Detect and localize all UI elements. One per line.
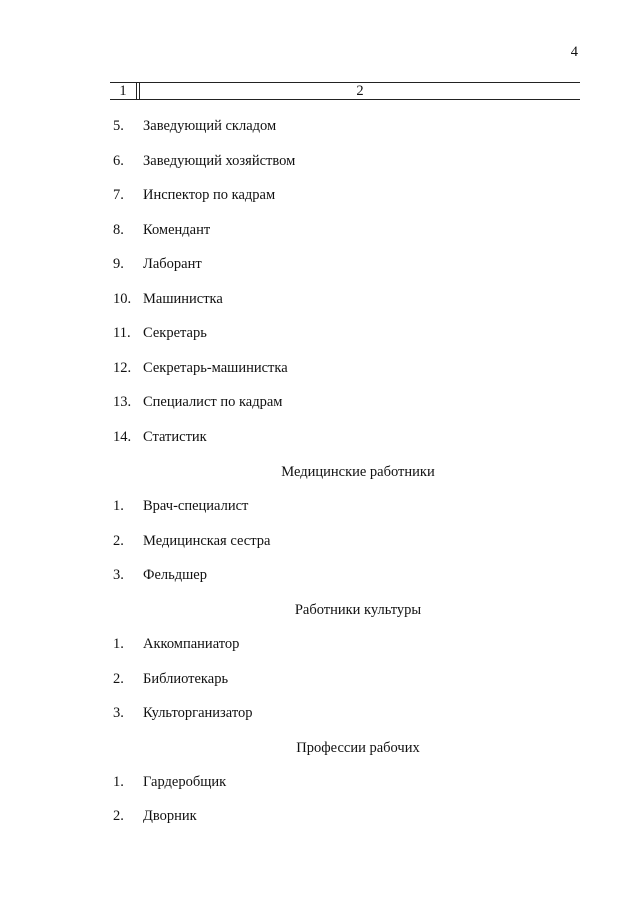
item-number: 1. — [113, 636, 124, 652]
item-number: 9. — [113, 256, 124, 272]
item-text: Лаборант — [143, 256, 202, 272]
item-number: 2. — [113, 671, 124, 687]
item-text: Дворник — [143, 808, 197, 824]
list-item — [113, 531, 270, 551]
section-heading-medical: Медицинские работники — [281, 464, 435, 480]
item-number: 5. — [113, 118, 124, 134]
list-item — [113, 772, 226, 792]
list-item — [113, 496, 248, 516]
item-number: 3. — [113, 567, 124, 583]
table-header-col2: 2 — [356, 83, 364, 99]
item-number: 1. — [113, 498, 124, 514]
list-item — [113, 289, 223, 309]
item-number: 14. — [113, 429, 132, 445]
item-number: 7. — [113, 187, 124, 203]
list-item — [113, 116, 276, 136]
item-number: 2. — [113, 808, 124, 824]
page-number: 4 — [570, 44, 578, 60]
item-number: 6. — [113, 153, 124, 169]
item-number: 1. — [113, 774, 124, 790]
list-item — [113, 151, 295, 171]
list-item — [113, 634, 239, 654]
list-item — [113, 703, 252, 723]
item-text: Медицинская сестра — [143, 533, 271, 549]
section-heading-workers: Профессии рабочих — [296, 740, 420, 756]
item-text: Фельдшер — [143, 567, 207, 583]
item-text: Заведующий складом — [143, 118, 277, 134]
table-header — [110, 82, 580, 100]
item-text: Заведующий хозяйством — [143, 153, 296, 169]
item-number: 8. — [113, 222, 124, 238]
section-heading-culture: Работники культуры — [294, 602, 422, 618]
item-text: Секретарь-машинистка — [143, 360, 288, 376]
list-item — [113, 323, 207, 343]
item-number: 13. — [113, 394, 132, 410]
item-text: Культорганизатор — [143, 705, 253, 721]
item-text: Библиотекарь — [143, 671, 229, 687]
list-item — [113, 806, 197, 826]
item-text: Аккомпаниатор — [143, 636, 240, 652]
item-text: Гардеробщик — [143, 774, 227, 790]
table-header-col1: 1 — [110, 83, 137, 99]
list-item — [113, 427, 207, 447]
list-item — [113, 185, 275, 205]
item-number: 2. — [113, 533, 124, 549]
item-text: Врач-специалист — [143, 498, 249, 514]
item-text: Машинистка — [143, 291, 223, 307]
list-item — [113, 254, 202, 274]
item-text: Комендант — [143, 222, 211, 238]
list-item — [113, 220, 210, 240]
list-item — [113, 669, 228, 689]
list-item — [113, 392, 282, 412]
item-text: Инспектор по кадрам — [143, 187, 276, 203]
item-text: Статистик — [143, 429, 207, 445]
item-text: Секретарь — [143, 325, 207, 341]
list-item — [113, 565, 207, 585]
item-number: 10. — [113, 291, 132, 307]
item-number: 12. — [113, 360, 132, 376]
item-number: 11. — [113, 325, 131, 341]
list-item — [113, 358, 288, 378]
item-number: 3. — [113, 705, 124, 721]
item-text: Специалист по кадрам — [143, 394, 283, 410]
